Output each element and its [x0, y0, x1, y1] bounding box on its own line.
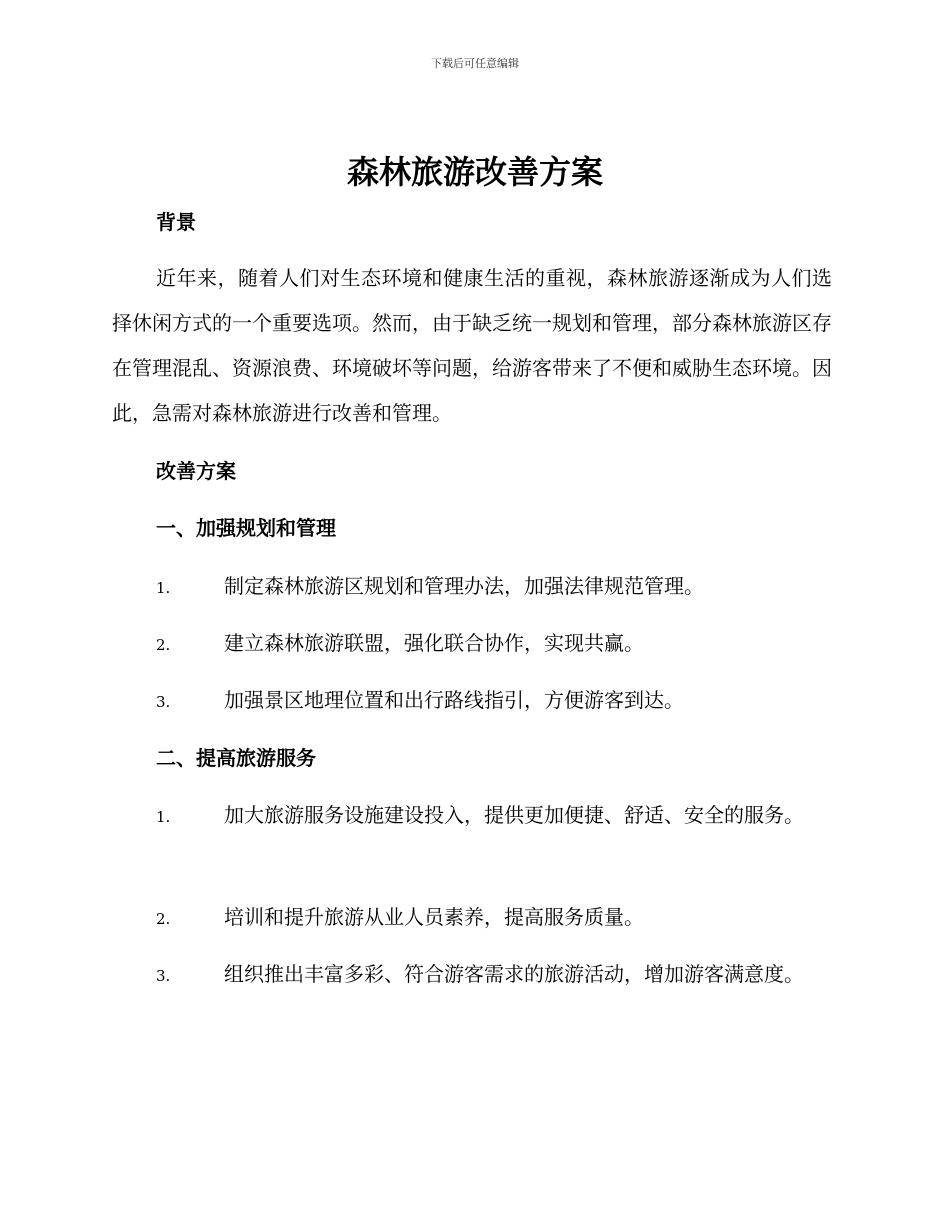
- list-item-number: 3.: [156, 967, 171, 985]
- list-item-number: 1.: [156, 808, 171, 826]
- list-item-text: 制定森林旅游区规划和管理办法，加强法律规范管理。: [224, 574, 704, 598]
- plan-heading: 改善方案: [156, 459, 236, 483]
- list-item: [112, 952, 832, 999]
- document-title: 森林旅游改善方案: [346, 153, 603, 191]
- section1-heading: 一、加强规划和管理: [156, 516, 336, 540]
- background-paragraph: 近年来，随着人们对生态环境和健康生活的重视，森林旅游逐渐成为人们选择休闲方式的一个重要选项。然而，由于缺乏统一规划和管理，部分森林旅游区存在管理混乱、资源浪费、环境破坏等问题，给游客带来了不便和威胁生态环境。因此，急需对森林旅游进行改善和管理。: [112, 266, 832, 425]
- section2-heading: 二、提高旅游服务: [156, 746, 316, 770]
- list-item: [112, 621, 832, 668]
- list-item-text: 加强景区地理位置和出行路线指引，方便游客到达。: [224, 688, 684, 712]
- list-item: [112, 678, 832, 725]
- list-item-text: 加大旅游服务设施建设投入，提供更加便捷、舒适、安全的服务。: [224, 803, 804, 827]
- list-item-number: 2.: [156, 910, 171, 928]
- list-item-text: 培训和提升旅游从业人员素养，提高服务质量。: [224, 905, 644, 929]
- background-heading: 背景: [156, 210, 196, 234]
- list-item-text: 组织推出丰富多彩、符合游客需求的旅游活动，增加游客满意度。: [224, 962, 804, 986]
- list-item: [112, 895, 832, 942]
- list-item-number: 3.: [156, 693, 171, 711]
- list-item: [112, 793, 832, 840]
- header-note: 下载后可任意编辑: [431, 57, 519, 70]
- list-item: [112, 564, 832, 611]
- list-item-text: 建立森林旅游联盟，强化联合协作，实现共赢。: [224, 631, 644, 655]
- list-item-number: 2.: [156, 636, 171, 654]
- list-item-number: 1.: [156, 579, 171, 597]
